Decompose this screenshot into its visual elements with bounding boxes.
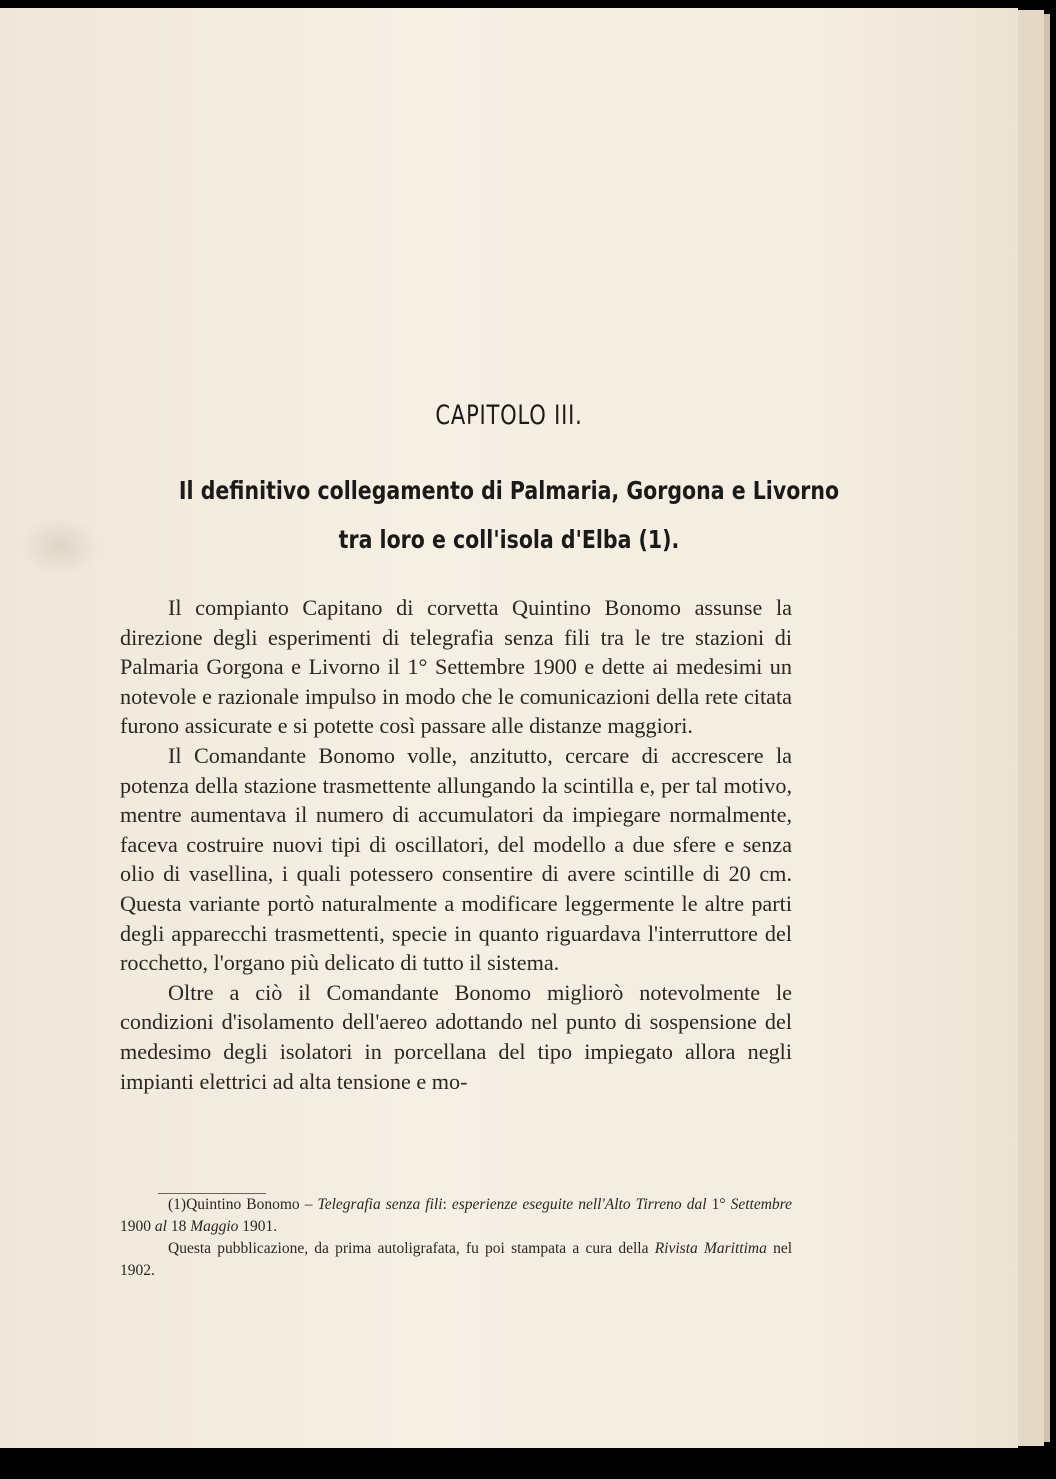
page-edge-back <box>1044 14 1050 1442</box>
footnote-journal: Rivista Marittima <box>654 1240 767 1257</box>
footnote-al: al <box>154 1218 167 1235</box>
footnote-year-1: 1900 <box>120 1218 155 1235</box>
footnote-1 <box>120 1194 792 1238</box>
footnote-day-2: 18 <box>166 1218 191 1235</box>
footnote-month-2: Maggio <box>190 1218 239 1235</box>
footnote-subtitle: esperienze eseguite nell'Alto Tirreno dal <box>451 1196 707 1213</box>
footnote-2 <box>120 1238 792 1282</box>
footnotes <box>120 1194 792 1282</box>
chapter-heading: CAPITOLO III. <box>435 400 583 431</box>
paragraph-3: Oltre a ciò il Comandante Bonomo migliorò notevolmente le condizioni d'isolamento dell'aereo adottando nel punto di sospensione del medesimo degli isolatori in porcellana del tipo impiegato allora negli impianti elettrici ad alta tensione e mo- <box>120 979 792 1094</box>
footnote-month-1: Settembre <box>730 1196 793 1213</box>
page-edge <box>1018 10 1044 1446</box>
footnote-work-title: Telegrafia senza fili <box>317 1196 443 1213</box>
body-text <box>120 593 792 1096</box>
footnote-2-suffix: nel 1902. <box>120 1240 793 1279</box>
chapter-title-line-1: Il definitivo collegamento di Palmaria, Gorgona e Livorno <box>178 476 840 505</box>
footnote-author: Quintino Bonomo – <box>186 1196 318 1213</box>
footnote-date-prefix: 1° <box>706 1196 731 1213</box>
paper-stain <box>20 516 100 576</box>
paragraph-1: Il compianto Capitano di corvetta Quintino Bonomo assunse la direzione degli esperimenti di telegrafia senza fili tra le tre stazioni di Palmaria Gorgona e Livorno il 1° Settembre 1900 e dette ai medesimi un notevole e razionale impulso in modo che le comunicazioni della rete citata furono assicurate e si potette così passare alle distanze maggiori. <box>120 595 792 739</box>
footnote-separator: : <box>442 1196 452 1213</box>
chapter-title-line-2: tra loro e coll'isola d'Elba (1). <box>338 525 680 554</box>
footnote-2-prefix: Questa pubblicazione, da prima autoligrafata, fu poi stampata a cura della <box>168 1240 655 1257</box>
paragraph-2: Il Comandante Bonomo volle, anzitutto, cercare di accrescere la potenza della stazione trasmettente allungando la scintilla e, per tal motivo, mentre aumentava il numero di accumulatori da impiegare normalmente, faceva costruire nuovi tipi di oscillatori, del modello a due sfere e senza olio di vasellina, i quali potessero consentire di avere scintille di 20 cm. Questa variante portò naturalmente a modificare leggermente le altre parti degli apparecchi trasmettenti, specie in quanto riguardava l'interruttore del rocchetto, l'organo più delicato di tutto il sistema. <box>120 742 792 976</box>
book-page <box>0 8 1018 1448</box>
footnote-marker: (1) <box>168 1196 187 1213</box>
footnote-year-2: 1901. <box>238 1218 278 1235</box>
